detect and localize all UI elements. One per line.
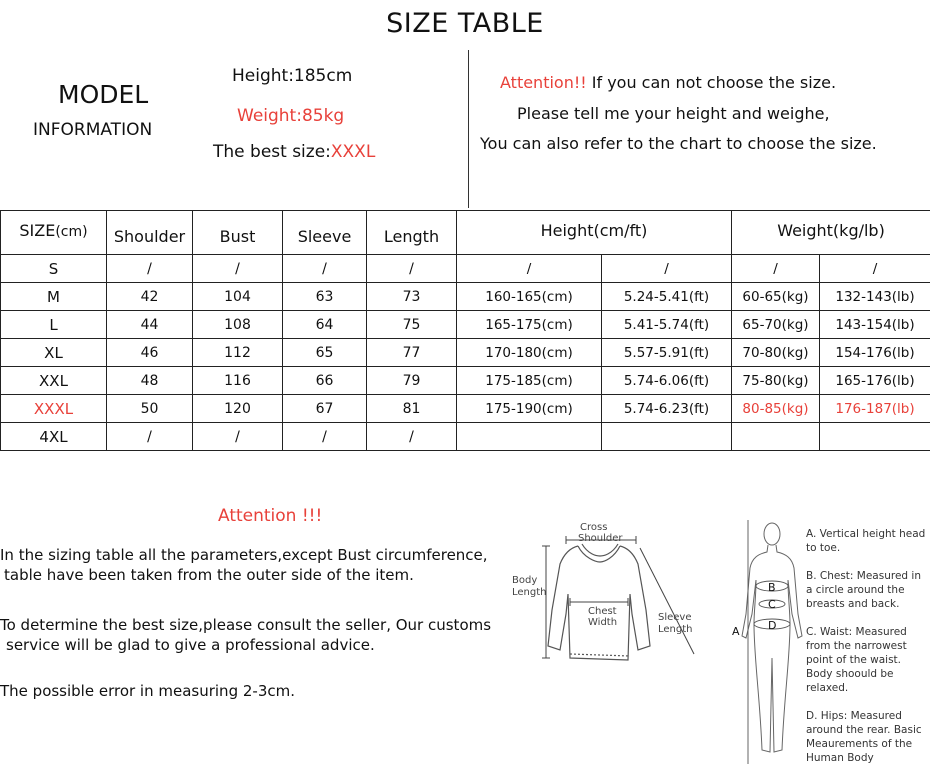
chest-width-label-1: Chest [588, 606, 617, 617]
table-row [1, 311, 930, 339]
note-line-2: table have been taken from the outer side of the item. [4, 566, 414, 584]
cell-h-cm [457, 423, 602, 451]
cell-sleeve: 66 [283, 367, 367, 395]
chest-width-arrow [570, 598, 628, 606]
cell-shoulder: 42 [107, 283, 193, 311]
cell-w-lb: 143-154(lb) [820, 311, 930, 339]
page-title: SIZE TABLE [386, 8, 544, 39]
best-size-prefix: The best size: [213, 142, 331, 162]
cell-shoulder: 48 [107, 367, 193, 395]
cell-size: XXL [1, 367, 107, 395]
cell-w-kg: 80-85(kg) [732, 395, 820, 423]
sleeve-length-label-2: Length [658, 624, 693, 635]
legend-a: A. Vertical height head to toe. [806, 528, 926, 554]
cell-w-kg: 65-70(kg) [732, 311, 820, 339]
header-sleeve: Sleeve [283, 211, 367, 255]
cell-h-cm: 165-175(cm) [457, 311, 602, 339]
attention-label: Attention!! [500, 73, 587, 92]
cell-length: 79 [367, 367, 457, 395]
chest-width-label-2: Width [588, 617, 618, 628]
cell-h-cm: / [457, 255, 602, 283]
cell-sleeve: / [283, 255, 367, 283]
cell-sleeve: 67 [283, 395, 367, 423]
header-height: Height(cm/ft) [457, 211, 732, 255]
model-height: Height:185cm [232, 66, 353, 86]
cell-size: L [1, 311, 107, 339]
header-bust: Bust [193, 211, 283, 255]
cell-h-cm: 170-180(cm) [457, 339, 602, 367]
cell-shoulder: / [107, 423, 193, 451]
cell-h-cm: 160-165(cm) [457, 283, 602, 311]
cell-h-ft: 5.74-6.06(ft) [602, 367, 732, 395]
table-row [1, 339, 930, 367]
cell-shoulder: 46 [107, 339, 193, 367]
cell-w-kg: 70-80(kg) [732, 339, 820, 367]
cell-w-kg: 60-65(kg) [732, 283, 820, 311]
cell-w-lb: 176-187(lb) [820, 395, 930, 423]
header-weight: Weight(kg/lb) [732, 211, 930, 255]
cell-w-lb: 132-143(lb) [820, 283, 930, 311]
cell-w-lb: 154-176(lb) [820, 339, 930, 367]
cross-shoulder-label-2: Shoulder [578, 533, 623, 544]
cell-size: XL [1, 339, 107, 367]
legend-c: C. Waist: Measured from the narrowest point of the waist. Body shoould be relaxed. [806, 626, 907, 694]
cell-length: / [367, 255, 457, 283]
header-length: Length [367, 211, 457, 255]
cell-length: / [367, 423, 457, 451]
cell-h-ft: / [602, 255, 732, 283]
cell-bust: 116 [193, 367, 283, 395]
body-letter-a: A [732, 625, 740, 638]
header-shoulder: Shoulder [107, 211, 193, 255]
cell-size: S [1, 255, 107, 283]
legend-b: B. Chest: Measured in a circle around the breasts and back. [806, 570, 921, 610]
table-row [1, 283, 930, 311]
note-line-5: The possible error in measuring 2-3cm. [0, 682, 295, 700]
cell-shoulder: / [107, 255, 193, 283]
cell-shoulder: 44 [107, 311, 193, 339]
attention-line-1 [500, 73, 836, 92]
body-length-label-2: Length [512, 587, 547, 598]
body-measurement-diagram [730, 518, 810, 768]
model-title: MODEL [58, 80, 149, 109]
attention-heading: Attention !!! [218, 506, 323, 526]
table-header-row [1, 211, 930, 255]
cross-shoulder-label-1: Cross [580, 522, 608, 533]
table-row [1, 367, 930, 395]
note-line-4: service will be glad to give a professional advice. [6, 636, 375, 654]
cell-w-lb [820, 423, 930, 451]
cell-h-ft: 5.57-5.91(ft) [602, 339, 732, 367]
cell-bust: 104 [193, 283, 283, 311]
cell-h-ft: 5.24-5.41(ft) [602, 283, 732, 311]
cell-w-kg [732, 423, 820, 451]
legend-d: D. Hips: Measured around the rear. Basic Meaurements of the Human Body [806, 710, 922, 764]
cell-h-cm: 175-190(cm) [457, 395, 602, 423]
attention-text-1: If you can not choose the size. [586, 73, 837, 92]
best-size-value: XXXL [330, 142, 376, 162]
cell-bust: 120 [193, 395, 283, 423]
shirt-measurement-diagram [508, 518, 708, 668]
cell-shoulder: 50 [107, 395, 193, 423]
model-weight: Weight:85kg [237, 106, 345, 126]
cell-w-kg: / [732, 255, 820, 283]
cell-bust: 112 [193, 339, 283, 367]
header-size: SIZE(cm) [1, 211, 107, 255]
attention-line-3: You can also refer to the chart to choose the size. [480, 134, 877, 153]
cell-length: 81 [367, 395, 457, 423]
size-table [0, 210, 930, 451]
cell-size: 4XL [1, 423, 107, 451]
cell-bust: / [193, 423, 283, 451]
cell-sleeve: 63 [283, 283, 367, 311]
note-line-1: In the sizing table all the parameters,except Bust circumference, [0, 546, 488, 564]
model-subtitle: INFORMATION [33, 120, 153, 140]
cell-w-kg: 75-80(kg) [732, 367, 820, 395]
body-length-label-1: Body [512, 575, 538, 586]
attention-line-2: Please tell me your height and weighe, [517, 104, 830, 123]
cell-w-lb: / [820, 255, 930, 283]
cell-length: 75 [367, 311, 457, 339]
human-body-icon [742, 523, 802, 752]
table-row [1, 423, 930, 451]
cell-sleeve: / [283, 423, 367, 451]
cell-h-ft: 5.41-5.74(ft) [602, 311, 732, 339]
model-best-size [213, 142, 375, 162]
cell-h-cm: 175-185(cm) [457, 367, 602, 395]
body-letter-d: D [768, 619, 777, 632]
cell-h-ft: 5.74-6.23(ft) [602, 395, 732, 423]
cell-sleeve: 64 [283, 311, 367, 339]
sleeve-length-arrow [640, 548, 694, 654]
cell-bust: 108 [193, 311, 283, 339]
body-letter-b: B [768, 581, 776, 594]
table-row [1, 255, 930, 283]
body-letter-c: C [768, 598, 776, 611]
note-line-3: To determine the best size,please consult the seller, Our customs [0, 616, 492, 634]
sleeve-length-label-1: Sleeve [658, 612, 692, 623]
table-row [1, 395, 930, 423]
cell-length: 73 [367, 283, 457, 311]
cell-length: 77 [367, 339, 457, 367]
cell-sleeve: 65 [283, 339, 367, 367]
cell-size: M [1, 283, 107, 311]
header-divider [468, 50, 469, 208]
cell-w-lb: 165-176(lb) [820, 367, 930, 395]
cell-bust: / [193, 255, 283, 283]
cell-size: XXXL [1, 395, 107, 423]
cell-h-ft [602, 423, 732, 451]
